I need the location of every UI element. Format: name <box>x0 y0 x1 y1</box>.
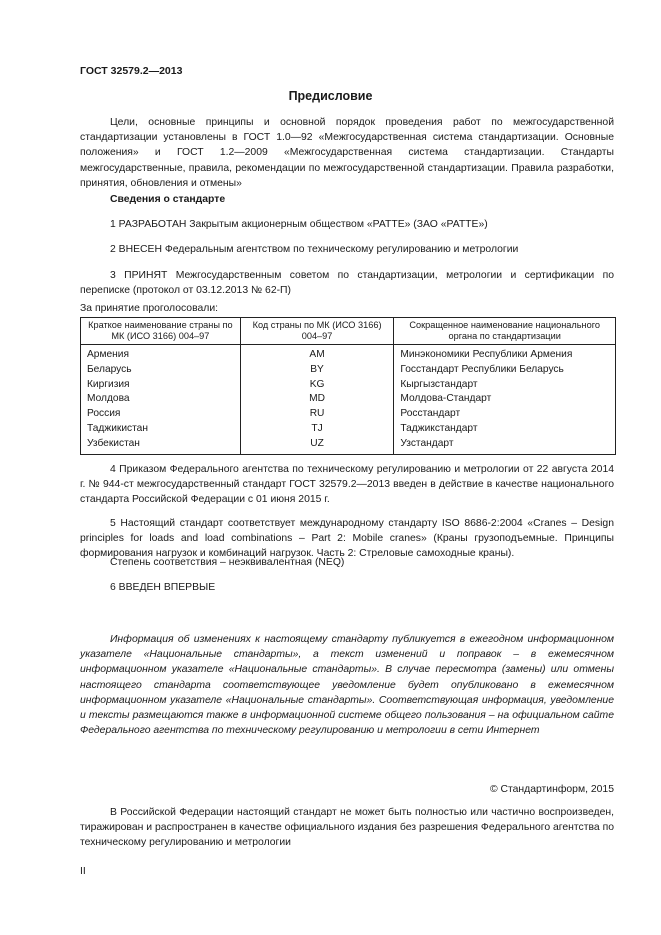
cell-code: KG <box>240 378 394 393</box>
table-header-code: Код страны по МК (ИСО 3166) 004–97 <box>240 318 394 345</box>
table-row <box>81 437 616 454</box>
cell-code: TJ <box>240 422 394 437</box>
table-header-country: Краткое наименование страны по МК (ИСО 3166) 004–97 <box>81 318 241 345</box>
item-4: 4 Приказом Федерального агентства по техническому регулированию и метрологии от 22 августа 2014 г. № 944-ст межгосударственный стандарт ГОСТ 32579.2—2013 введен в действие в качестве национального стандарта Российской Федерации с 01 июня 2015 г. <box>80 464 614 506</box>
cell-country: Узбекистан <box>81 437 241 454</box>
table-row <box>81 407 616 422</box>
cell-country: Таджикистан <box>81 422 241 437</box>
cell-country: Беларусь <box>81 363 241 378</box>
table-row <box>81 392 616 407</box>
table-row <box>81 422 616 437</box>
legal-notice: В Российской Федерации настоящий стандарт не может быть полностью или частично воспроизведен, тиражирован и распространен в качестве официального издания без разрешения Федерального агентства по техническому регулированию и метрологии <box>80 807 614 849</box>
item-5-degree: Степень соответствия – неэквивалентная (NEQ) <box>110 557 345 568</box>
cell-body: Кыргызстандарт <box>394 378 616 393</box>
intro-paragraph: Цели, основные принципы и основной порядок проведения работ по межгосударственной стандартизации установлены в ГОСТ 1.0—92 «Межгосударственная система стандартизации. Основные положения» и ГОСТ 1.2—2009 «Межгосударственная система стандартизации. Стандарты межгосударственные, правила, рекомендации по межгосударственной стандартизации. Правила разработки, принятия, обновления и отмены» <box>80 117 614 189</box>
table-row <box>81 363 616 378</box>
table-row <box>81 345 616 363</box>
item-6: 6 ВВЕДЕН ВПЕРВЫЕ <box>110 582 216 593</box>
cell-country: Армения <box>81 345 241 363</box>
changes-notice: Информация об изменениях к настоящему стандарту публикуется в ежегодном информационном указателе «Национальные стандарты», а текст изменений и поправок – в ежемесячном информационном указателе «Национальные стандарты». В случае пересмотра (замены) или отмены настоящего стандарта соответствующее уведомление будет опубликовано в ежемесячном информационном указателе «Национальные стандарты». Соответствующая информация, уведомление и тексты размещаются также в информационной системе общего пользования – на официальном сайте Федерального агентства по техническому регулированию и метрологии в сети Интернет <box>80 634 614 737</box>
cell-body: Молдова-Стандарт <box>394 392 616 407</box>
cell-code: RU <box>240 407 394 422</box>
cell-country: Киргизия <box>81 378 241 393</box>
cell-body: Росстандарт <box>394 407 616 422</box>
cell-country: Молдова <box>81 392 241 407</box>
cell-code: UZ <box>240 437 394 454</box>
voted-label: За принятие проголосовали: <box>80 303 219 314</box>
item-3: 3 ПРИНЯТ Межгосударственным советом по стандартизации, метрологии и сертификации по переписке (протокол от 03.12.2013 № 62-П) <box>80 270 614 297</box>
table-header-body: Сокращенное наименование национального органа по стандартизации <box>394 318 616 345</box>
copyright: © Стандартинформ, 2015 <box>489 784 614 795</box>
item-2: 2 ВНЕСЕН Федеральным агентством по техническому регулированию и метрологии <box>110 244 519 255</box>
page-title: Предисловие <box>288 89 373 103</box>
document-code: ГОСТ 32579.2—2013 <box>80 65 183 77</box>
item-1: 1 РАЗРАБОТАН Закрытым акционерным обществом «РАТТЕ» (ЗАО «РАТТЕ») <box>110 219 488 230</box>
info-heading: Сведения о стандарте <box>110 194 226 205</box>
page-number: II <box>80 866 86 877</box>
cell-code: MD <box>240 392 394 407</box>
item-5: 5 Настоящий стандарт соответствует международному стандарту ISO 8686-2:2004 «Cranes – Design principles for loads and load combinations – Part 2: Mobile cranes» (Краны грузоподъемные. Принципы формирования нагрузок и комбинаций нагрузок. Часть 2: Стреловые самоходные краны). <box>80 518 614 560</box>
voting-table <box>80 317 616 455</box>
cell-country: Россия <box>81 407 241 422</box>
cell-body: Госстандарт Республики Беларусь <box>394 363 616 378</box>
cell-code: AM <box>240 345 394 363</box>
cell-body: Узстандарт <box>394 437 616 454</box>
cell-body: Таджикстандарт <box>394 422 616 437</box>
cell-body: Минэкономики Республики Армения <box>394 345 616 363</box>
cell-code: BY <box>240 363 394 378</box>
table-row <box>81 378 616 393</box>
table-header-row <box>81 318 616 345</box>
